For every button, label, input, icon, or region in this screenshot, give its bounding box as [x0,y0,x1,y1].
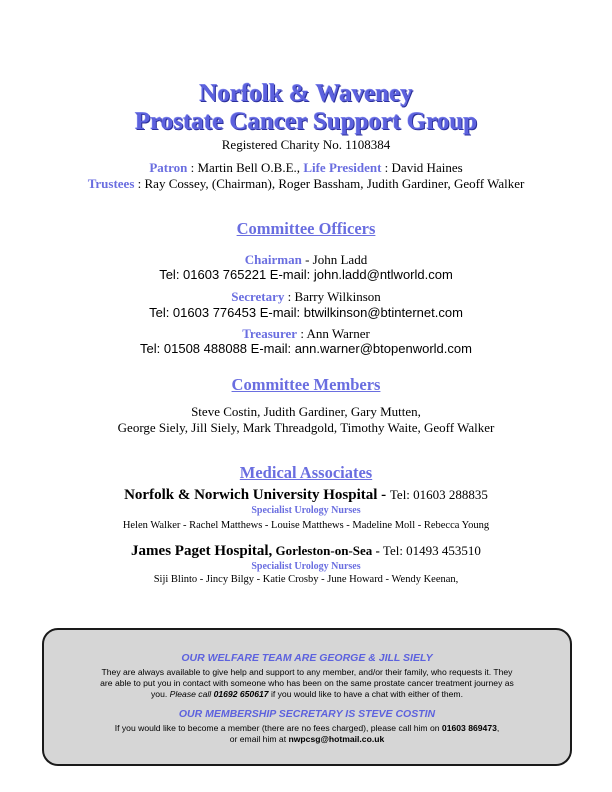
hospital-1-nurses: Helen Walker - Rachel Matthews - Louise Matthews - Madeline Moll - Rebecca Young [122,520,490,531]
hospital-2-name: James Paget Hospital, [131,543,273,559]
members-line-1: Steve Costin, Judith Gardiner, Gary Mutten, [191,404,421,419]
trustees-value: : Ray Cossey, (Chairman), Roger Bassham, Judith Gardiner, Geoff Walker [134,176,525,191]
life-president-label: Life President [303,160,382,175]
welfare-line-1: They are always available to give help and support to any member, and/or their family, who requests it. They [101,667,513,677]
chairman-value: - John Ladd [301,252,368,267]
medical-associates-heading: Medical Associates [239,463,373,482]
hospital-1-tel: Tel: 01603 288835 [389,487,488,502]
hospital-1-line [0,486,612,504]
membership-line-1 [44,723,570,733]
hospital-2-line [0,542,612,560]
treasurer-line [0,326,612,342]
hospital-2-nurses: Siji Blinto - Jincy Bilgy - Katie Crosby - June Howard - Wendy Keenan, [153,574,459,585]
welfare-phone: 01692 650617 [213,689,269,699]
committee-officers-heading: Committee Officers [236,219,376,238]
patron-line [0,160,612,176]
secretary-line [0,289,612,305]
welfare-line-3 [44,689,570,699]
registered-charity: Registered Charity No. 1108384 [221,137,391,152]
chairman-label: Chairman [244,252,302,267]
trustees-label: Trustees [87,176,135,191]
membership-line-2 [44,734,570,744]
committee-members-heading: Committee Members [231,375,381,394]
life-president-value: : David Haines [381,160,463,175]
treasurer-contact: Tel: 01508 488088 E-mail: ann.warner@btopenworld.com [140,341,472,356]
welfare-heading: OUR WELFARE TEAM ARE GEORGE & JILL SIELY [181,652,433,664]
secretary-label: Secretary [231,289,285,304]
secretary-value: : Barry Wilkinson [284,289,381,304]
hospital-2-tel: Tel: 01493 453510 [379,543,481,558]
membership-heading: OUR MEMBERSHIP SECRETARY IS STEVE COSTIN [178,708,436,720]
membership-line-1-b: , [496,723,500,733]
treasurer-value: : Ann Warner [297,326,370,341]
membership-phone: 01603 869473 [441,723,497,733]
welfare-line-3-b: Please call [169,689,214,699]
welfare-line-2: are able to put you in contact with someone who has been on the same prostate cancer treatment journey as [100,678,514,688]
patron-label: Patron [149,160,188,175]
chairman-line [0,252,612,268]
secretary-contact: Tel: 01603 776453 E-mail: btwilkinson@btinternet.com [149,305,463,320]
hospital-1-nurses-label: Specialist Urology Nurses [251,505,361,516]
trustees-line [0,176,612,192]
welfare-line-3-a: you. [151,689,170,699]
patron-value: : Martin Bell O.B.E., [187,160,304,175]
membership-email: nwpcsg@hotmail.co.uk [288,734,385,744]
info-panel [42,628,572,766]
membership-line-1-a: If you would like to become a member (there are no fees charged), please call him on [114,723,442,733]
chairman-contact: Tel: 01603 765221 E-mail: john.ladd@ntlworld.com [159,267,453,282]
title-line-2: Prostate Cancer Support Group [134,108,478,135]
hospital-1-name: Norfolk & Norwich University Hospital - [124,487,390,503]
hospital-2-place: Gorleston-on-Sea - [272,543,380,558]
title-line-1: Norfolk & Waveney [199,80,413,107]
welfare-line-3-c: if you would like to have a chat with either of them. [268,689,463,699]
membership-line-2-a: or email him at [229,734,289,744]
members-line-2: George Siely, Jill Siely, Mark Threadgold, Timothy Waite, Geoff Walker [117,420,495,435]
treasurer-label: Treasurer [242,326,298,341]
hospital-2-nurses-label: Specialist Urology Nurses [251,561,361,572]
